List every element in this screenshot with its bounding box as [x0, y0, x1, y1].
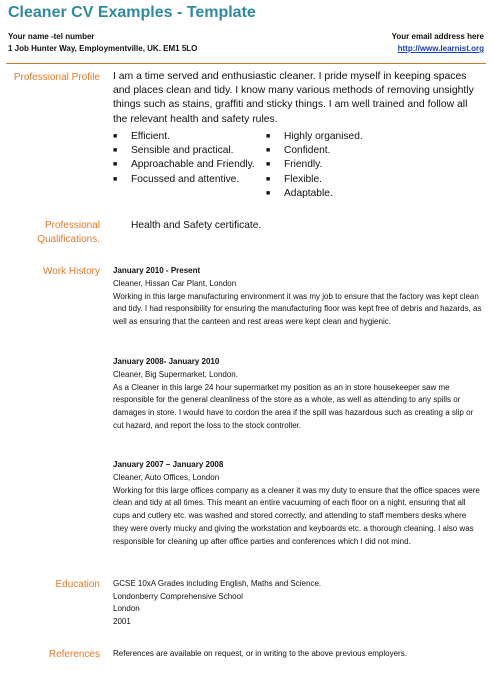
job-date: January 2010 - Present: [113, 266, 201, 275]
education-line: 2001: [113, 616, 131, 626]
bullet-item: ■ Adaptable.: [266, 187, 416, 201]
qualifications-label-line1: Professional: [44, 220, 100, 231]
work-history-label: Work History: [42, 266, 100, 277]
contact-left: [8, 31, 197, 55]
bullet-item: ■ Flexible.: [266, 173, 416, 187]
bullet-item: ■ Efficient.: [113, 130, 263, 144]
bullet-item: ■ Focussed and attentive.: [113, 173, 263, 187]
bullet-item: ■ Friendly.: [266, 158, 416, 172]
profile-bullets-col2: [266, 130, 416, 201]
header-divider: [6, 63, 486, 64]
references-text: References are available on request, or in writing to the above previous employers.: [113, 649, 407, 658]
cv-title: Cleaner CV Examples - Template: [8, 4, 256, 21]
qualifications-label: [4, 219, 100, 247]
profile-label: Professional Profile: [13, 72, 100, 83]
website-link[interactable]: http://www.learnist.org: [397, 44, 484, 53]
bullet-item: ■ Approachable and Friendly.: [113, 158, 263, 172]
job-employer: Cleaner, Hissan Car Plant, London: [113, 278, 237, 288]
job-description: Working in this large manufacturing environment it was my job to ensure that the factory was kept clean and tidy. I had responsibility for ensuring the manufacturing floor was kept free of debris and hazards, as well as ensuring that the canteen and rest areas were kept clean and hygienic.: [113, 291, 482, 327]
contact-right: [392, 31, 484, 55]
profile-text: I am a time served and enthusiastic cleaner. I pride myself in keeping spaces and places clean and tidy. I know many various methods of removing unsightly things such as stains, graffiti and sticky things. I am well trained and follow all the relevant health and safety rules.: [113, 71, 474, 125]
qualifications-text: Health and Safety certificate.: [131, 220, 262, 231]
job-description: As a Cleaner in this large 24 hour supermarket my position as an in store housekeeper saw me responsible for the general cleanliness of the store as a whole, as well as attending to any spills or damages in store. I would have to cordon the area if the spill was hazardous such as creating a slip or cut hazard, and report the loss to the stock controller.: [113, 382, 474, 430]
contact-address: 1 Job Hunter Way, Employmentville, UK. EM1 5LO: [8, 44, 198, 53]
job-entry: [113, 356, 482, 433]
education-line: Londonberry Comprehensive School: [113, 591, 243, 601]
education-line: London: [113, 604, 140, 614]
job-employer: Cleaner, Auto Offices, London: [113, 472, 220, 482]
job-entry: [113, 459, 482, 549]
bullet-item: ■ Highly organised.: [266, 130, 416, 144]
education-line: GCSE 10xA Grades including English, Maths and Science.: [113, 579, 322, 588]
job-entry: [113, 265, 482, 329]
qualifications-label-line2: Qualifications.: [37, 234, 100, 245]
references-label: References: [48, 649, 100, 660]
job-date: January 2007 – January 2008: [113, 460, 224, 469]
job-date: January 2008- January 2010: [113, 357, 220, 366]
job-description: Working for this large offices company as a cleaner it was my duty to ensure that the office spaces were clean and tidy at all times. This meant an entire vacuuming of each floor on a night, ensuring that all cups and cutlery etc. was washed and stored correctly, and attending to staff members desks where they were overly mucky and giving the workstation and keyboards etc. a thorough cleaning. I also was responsible for cleaning up after office parties and conferences which I did not mind.: [113, 485, 480, 546]
bullet-item: ■ Sensible and practical.: [113, 144, 263, 158]
job-employer: Cleaner, Big Supermarket, London.: [113, 369, 238, 379]
email-label: Your email address here: [391, 32, 484, 41]
bullet-item: ■ Confident.: [266, 144, 416, 158]
education-details: [113, 578, 482, 628]
contact-name: Your name -tel number: [8, 32, 95, 41]
education-label: Education: [55, 579, 100, 590]
profile-bullets-col1: [113, 130, 263, 187]
